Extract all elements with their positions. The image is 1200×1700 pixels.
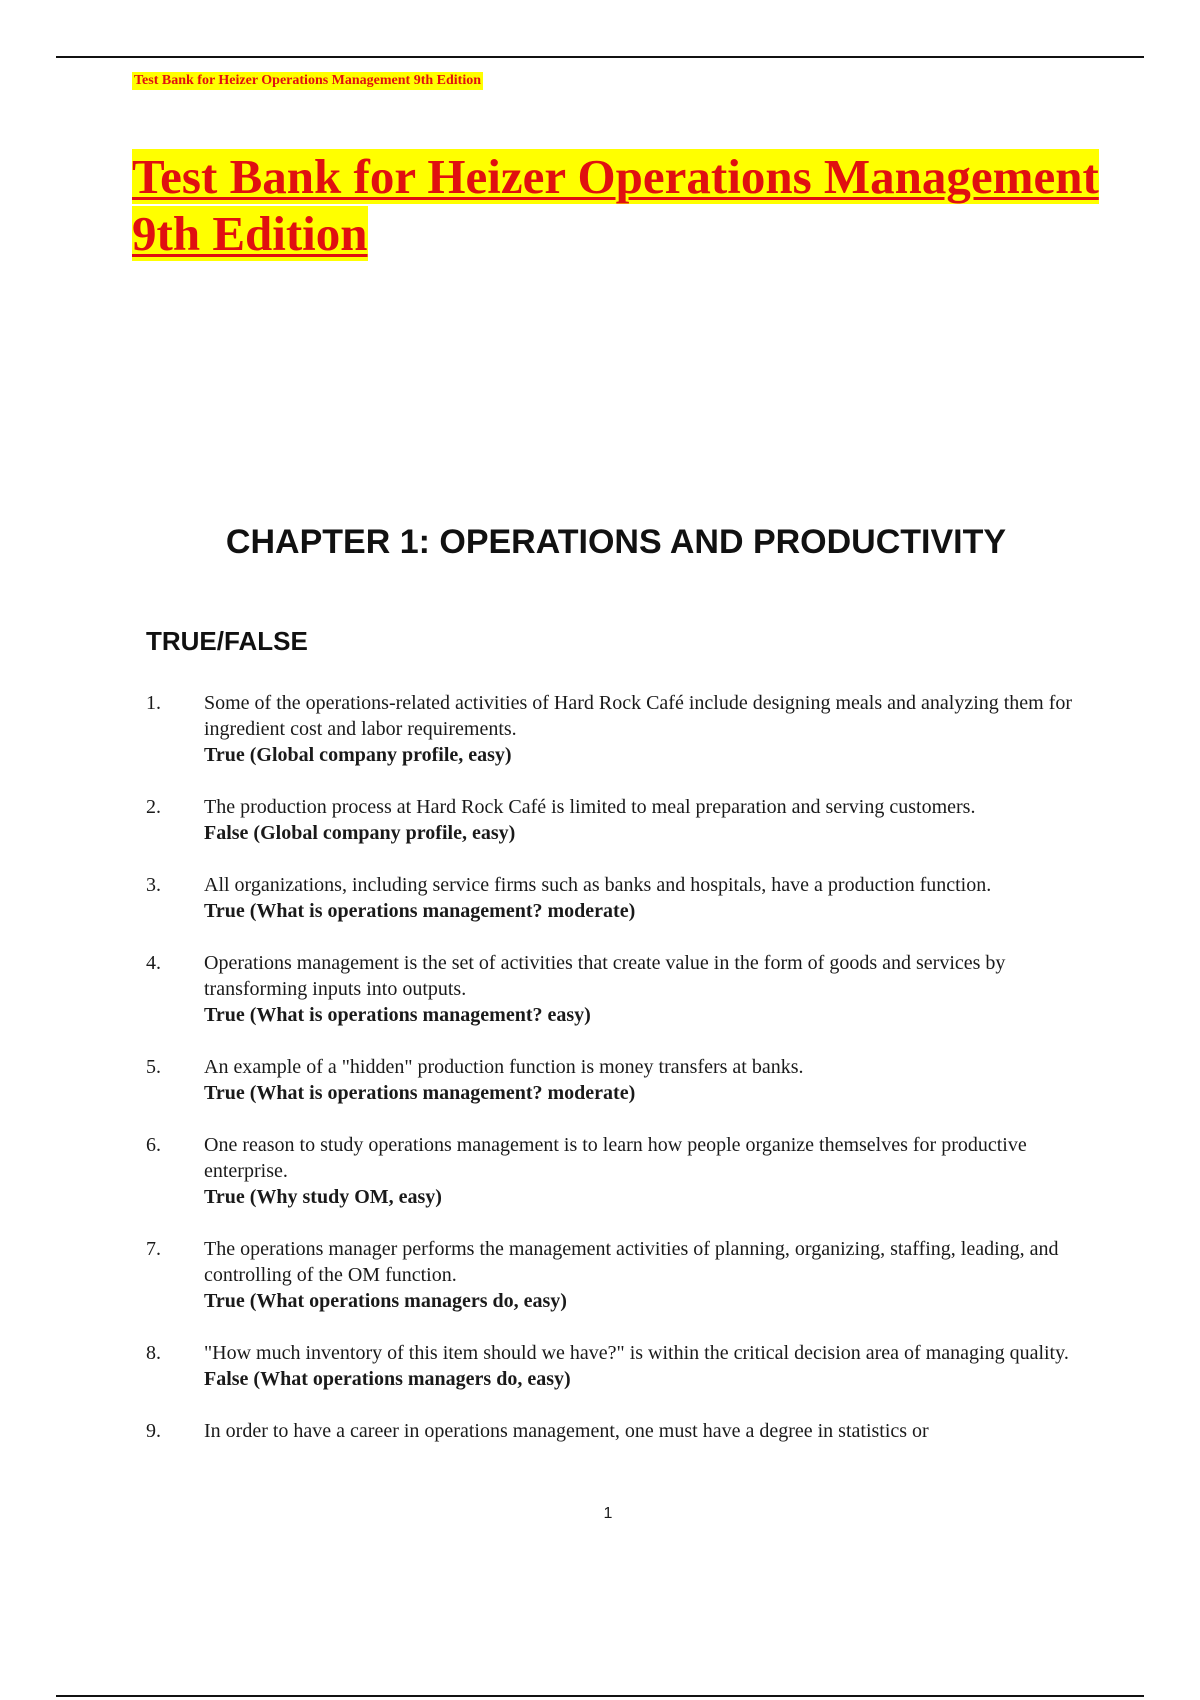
question-answer: True (Global company profile, easy) [204,744,512,766]
header-note: Test Bank for Heizer Operations Management 9th Edition [134,73,482,88]
question-item [146,1054,1086,1106]
question-text: In order to have a career in operations management, one must have a degree in statistics or [204,1420,929,1442]
question-answer: True (What operations managers do, easy) [204,1290,567,1312]
document-title [132,148,1132,262]
question-number: 4. [146,952,161,974]
question-text: All organizations, including service firms such as banks and hospitals, have a production function. [204,874,992,896]
question-text: The production process at Hard Rock Café is limited to meal preparation and serving customers. [204,796,976,818]
section-title: TRUE/FALSE [146,626,308,656]
question-number: 8. [146,1342,161,1364]
question-answer: False (Global company profile, easy) [204,822,516,844]
question-number: 5. [146,1056,161,1078]
question-text: Operations management is the set of activities that create value in the form of goods and services by transforming inputs into outputs. [204,952,1006,1000]
question-answer: True (What is operations management? moderate) [204,1082,636,1104]
top-rule [56,56,1144,58]
question-answer: True (Why study OM, easy) [204,1186,442,1208]
question-text: Some of the operations-related activities of Hard Rock Café include designing meals and analyzing them for ingredient cost and labor requirements. [204,692,1073,740]
question-item [146,690,1086,768]
question-item [146,1236,1086,1314]
question-number: 6. [146,1134,161,1156]
question-number: 7. [146,1238,161,1260]
question-text: One reason to study operations management is to learn how people organize themselves for productive enterprise. [204,1134,1027,1182]
chapter-title: CHAPTER 1: OPERATIONS AND PRODUCTIVITY [225,523,1007,561]
question-item [146,872,1086,924]
question-number: 2. [146,796,161,818]
question-item [146,794,1086,846]
question-number: 9. [146,1420,161,1442]
document-title-line-1: Test Bank for Heizer Operations Management [132,149,1099,204]
document-title-line-2: 9th Edition [132,206,368,261]
question-item [146,1418,1086,1444]
question-text: The operations manager performs the management activities of planning, organizing, staffing, leading, and controlling of the OM function. [204,1238,1059,1286]
question-item [146,950,1086,1028]
question-answer: True (What is operations management? moderate) [204,900,636,922]
question-number: 3. [146,874,161,896]
bottom-rule [56,1695,1144,1697]
question-item [146,1340,1086,1392]
page-number: 1 [603,1505,613,1522]
question-item [146,1132,1086,1210]
question-list [146,690,1086,1470]
question-answer: False (What operations managers do, easy) [204,1368,571,1390]
question-text: "How much inventory of this item should we have?" is within the critical decision area of managing quality. [204,1342,1069,1364]
question-number: 1. [146,692,161,714]
question-answer: True (What is operations management? easy) [204,1004,591,1026]
question-text: An example of a "hidden" production function is money transfers at banks. [204,1056,804,1078]
